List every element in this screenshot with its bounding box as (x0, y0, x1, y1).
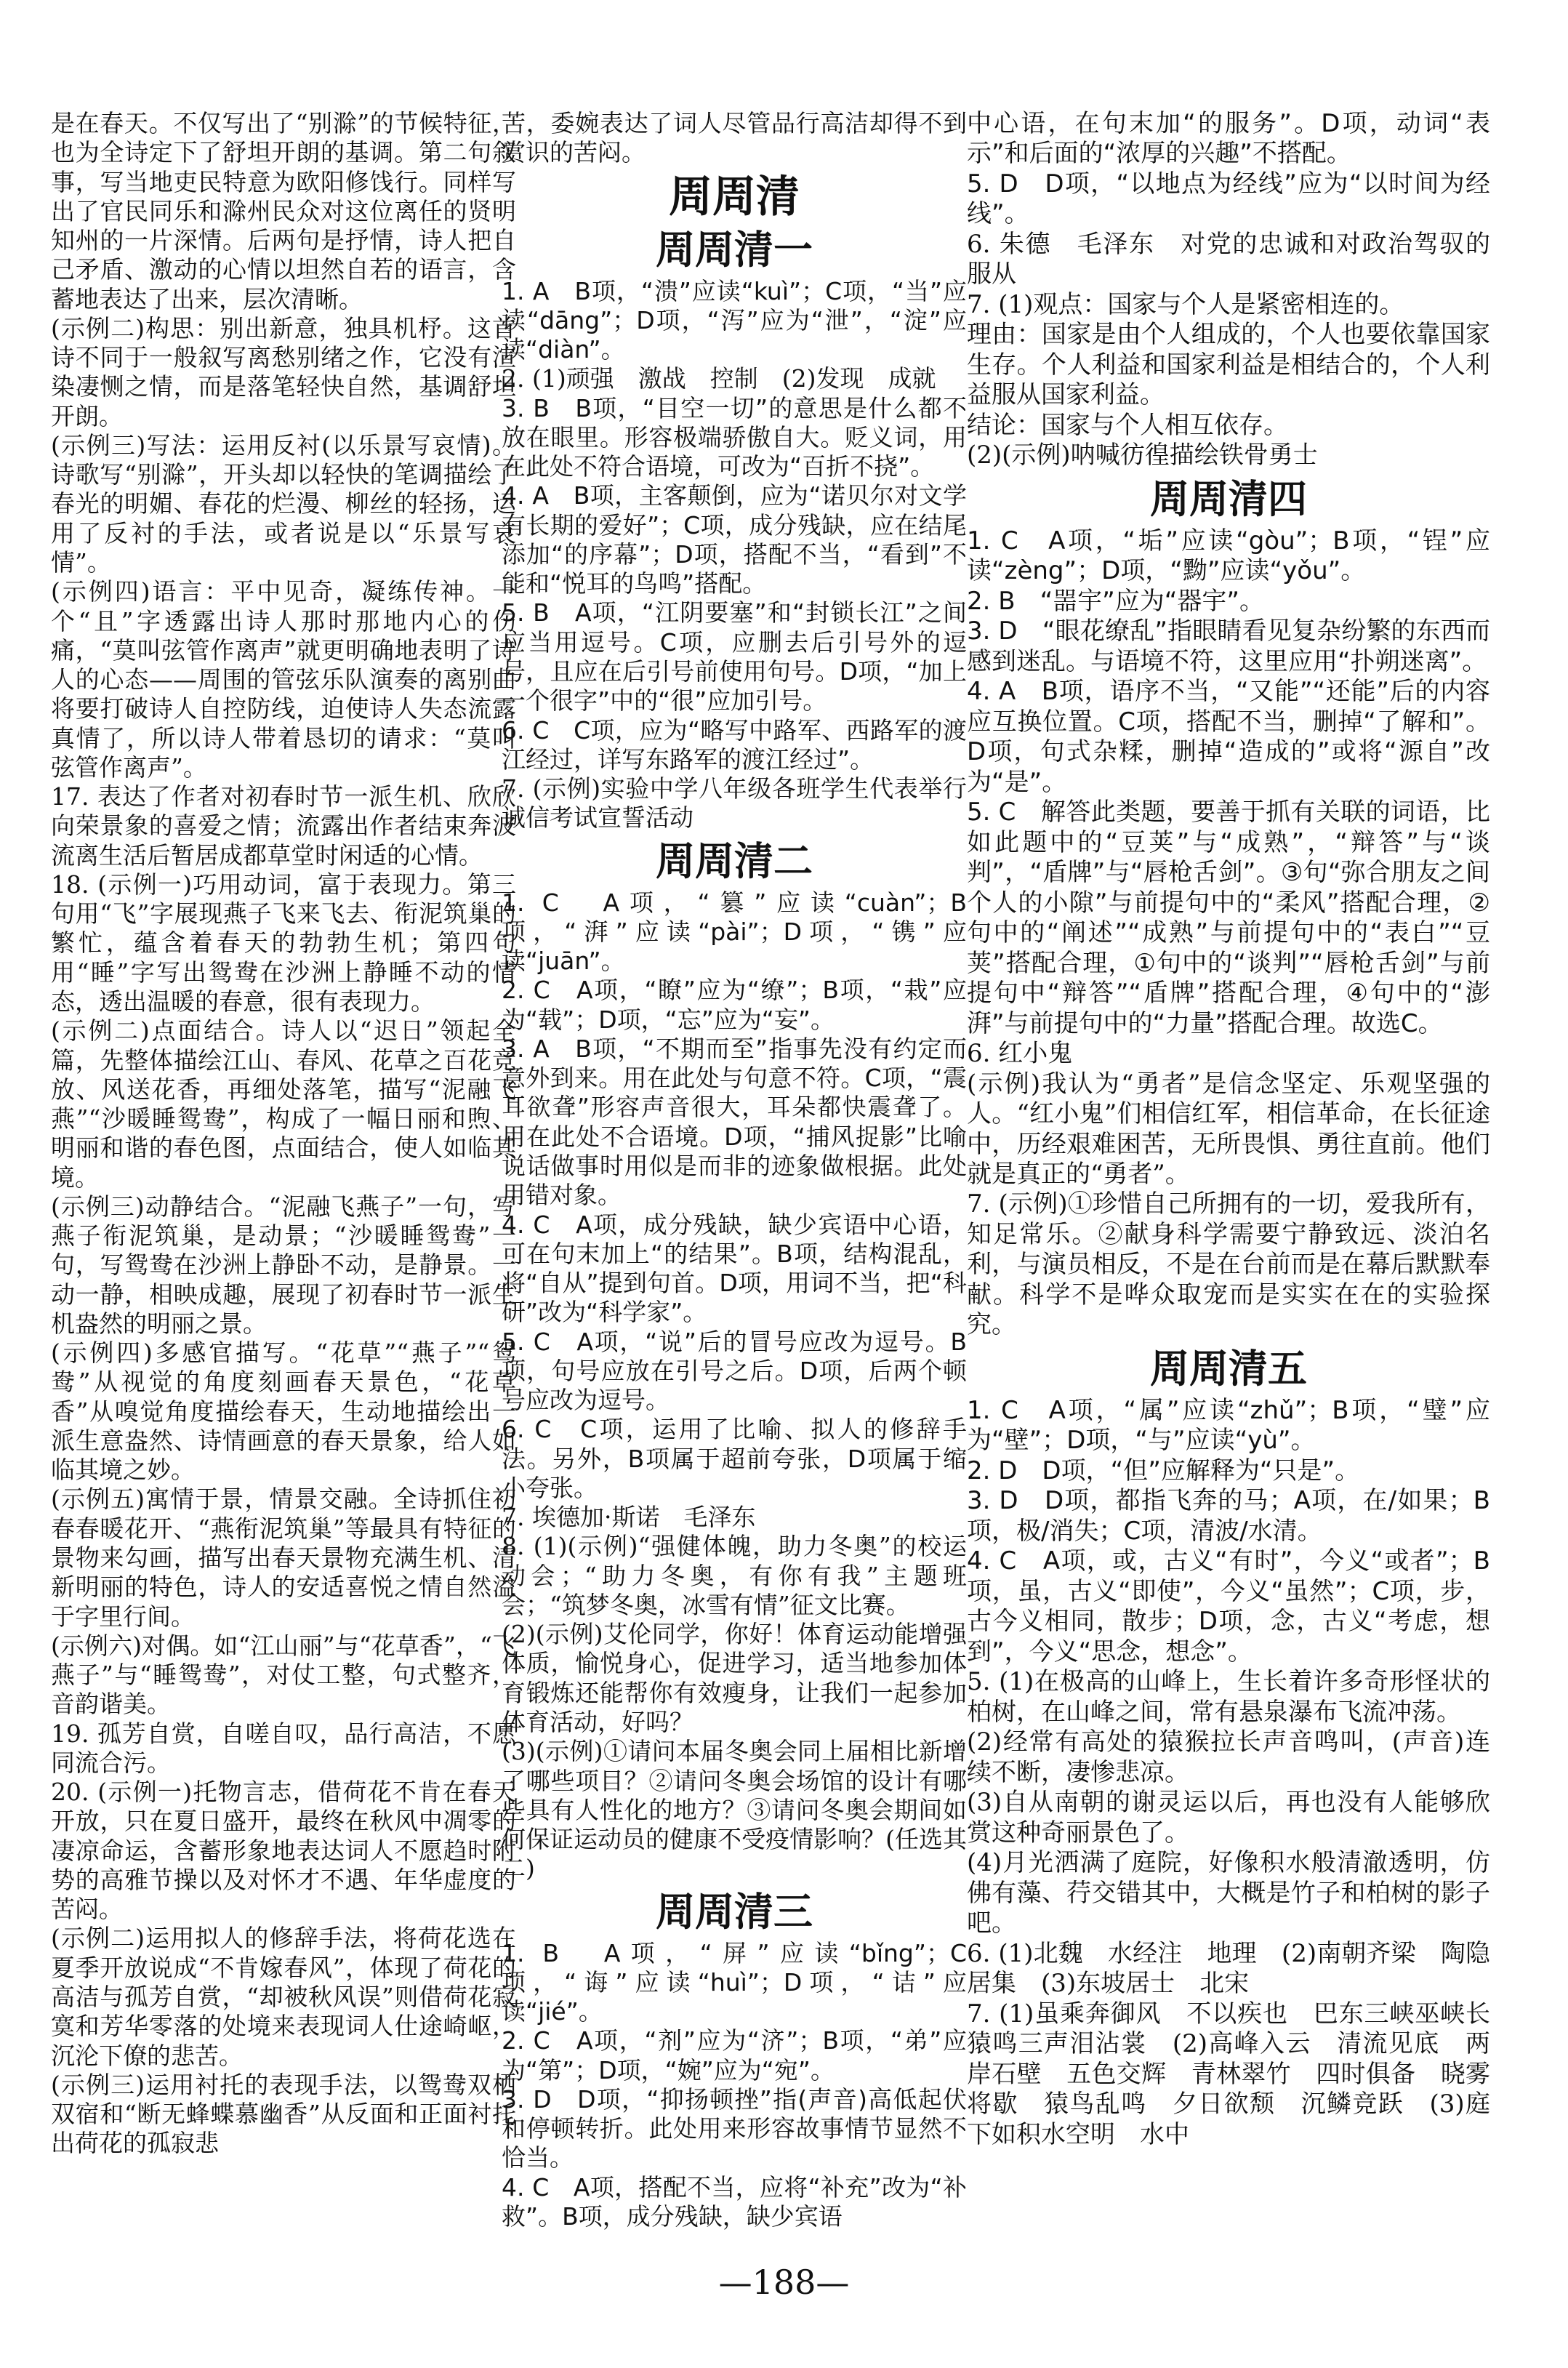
answer-item: 6. (1)北魏 水经注 地理 (2)南朝齐梁 陶隐居集 (3)东坡居士 北宋 (967, 1938, 1490, 1999)
paragraph: (3)自从南朝的谢灵运以后，再也没有人能够欣赏这种奇丽景色了。 (967, 1788, 1490, 1847)
answer-item: 3. D D项，“抑扬顿挫”指(声音)高低起伏和停顿转折。此处用来形容故事情节显然不恰当。 (502, 2084, 967, 2172)
answer-20: 20. (示例一)托物言志，借荷花不肯在春天开放，只在夏日盛开，最终在秋风中凋零的凄凉命运，含蓄形象地表达词人不愿趋时附势的高雅节操以及对怀才不遇、年华虚度的苦闷。 (51, 1778, 516, 1924)
answer-item: 6. 朱德 毛泽东 对党的忠诚和对政治驾驭的服从 (967, 229, 1490, 289)
answer-item: (2)(示例)艾伦同学，你好！体育运动能增强体质，愉悦身心，促进学习，适当地参加体育锻炼还能帮你有效瘦身，让我们一起参加体育活动，好吗？ (502, 1620, 967, 1737)
answer-item: 8. (1)(示例)“强健体魄，助力冬奥”的校运动会；“助力冬奥，有你有我”主题班会；“筑梦冬奥，冰雪有情”征文比赛。 (502, 1532, 967, 1619)
main-title: 周周清 (669, 171, 800, 222)
section-title-1: 周周清一 (656, 226, 813, 273)
paragraph: (示例四)多感官描写。“花草”“燕子”“鸳鸯”从视觉的角度刻画春天景色，“花草香”从嗅觉角度描绘春天，生动地描绘出一派生意盎然、诗情画意的春天景象，给人如临其境之妙。 (51, 1338, 516, 1485)
paragraph: (示例四)语言：平中见奇，凝练传神。一个“且”字透露出诗人那时那地内心的伤痛，“莫叫弦管作离声”就更明确地表明了诗人的心态——周围的管弦乐队演奏的离别曲将要打破诗人自控防线，迫使诗人失态流露真情了，所以诗人带着恳切的请求：“莫叫弦管作离声”。 (51, 577, 516, 782)
answer-item: 3. D D项，都指飞奔的马；A项，在/如果；B项，极/消失；C项，清波/水清。 (967, 1486, 1490, 1546)
paragraph: 中心语，在句末加“的服务”。D项，动词“表示”和后面的“浓厚的兴趣”不搭配。 (967, 109, 1490, 169)
paragraph: 是在春天。不仅写出了“别滁”的节候特征，也为全诗定下了舒坦开朗的基调。第二句叙事，写当地吏民特意为欧阳修饯行。同样写出了官民同乐和滁州民众对这位离任的贤明知州的一片深情。后两句是抒情，诗人把自己矛盾、激动的心情以坦然自若的语言，含蓄地表达了出来，层次清晰。 (51, 109, 516, 313)
answer-item: 7. (示例)实验中学八年级各班学生代表举行诚信考试宣誓活动 (502, 774, 967, 832)
answer-item: 7. (示例)①珍惜自己所拥有的一切，爱我所有，知足常乐。②献身科学需要宁静致远、淡泊名利，与演员相反，不是在台前而是在幕后默默奉献。科学不是哗众取宠而是实实在在的实验探究。 (967, 1189, 1490, 1340)
answer-item: 2. C A项，“瞭”应为“缭”；B项，“栽”应为“载”；D项，“忘”应为“妄”。 (502, 976, 967, 1034)
answer-item: 2. (1)顽强 激战 控制 (2)发现 成就 (502, 364, 936, 393)
paragraph: (示例三)运用衬托的表现手法，以鸳鸯双栖双宿和“断无蜂蝶慕幽香”从反面和正面衬托出荷花的孤寂悲 (51, 2070, 516, 2158)
answer-item: 1. C A项，“篡”应读“cuàn”；B项，“湃”应读“pài”；D项，“镌”应读“juān”。 (502, 888, 967, 976)
paragraph: (4)月光洒满了庭院，好像积水般清澈透明，仿佛有藻、荇交错其中，大概是竹子和柏树的影子吧。 (967, 1848, 1490, 1938)
right-column (967, 109, 1515, 2150)
paragraph: (示例五)寓情于景，情景交融。全诗抓住初春春暖花开、“燕衔泥筑巢”等最具有特征的景物来勾画，描写出春天景物充满生机、清新明丽的特色，诗人的安适喜悦之情自然溢于字里行间。 (51, 1485, 516, 1631)
paragraph: (示例二)运用拟人的修辞手法，将荷花选在夏季开放说成“不肯嫁春风”，体现了荷花的高洁与孤芳自赏，“却被秋风误”则借荷花寂寞和芳华零落的处境来表现词人仕途崎岖，沉沦下僚的悲苦。 (51, 1924, 516, 2070)
paragraph: 理由：国家是由个人组成的，个人也要依靠国家生存。个人利益和国家利益是相结合的，个人利益服从国家利益。 (967, 320, 1490, 410)
answer-item: 1. C A项，“属”应读“zhǔ”；B项，“璧”应为“壁”；D项，“与”应读“yù”。 (967, 1395, 1490, 1456)
answer-17: 17. 表达了作者对初春时节一派生机、欣欣向荣景象的喜爱之情；流露出作者结束奔波流离生活后暂居成都草堂时闲适的心情。 (51, 782, 516, 870)
paragraph: (2)经常有高处的猿猴拉长声音鸣叫，(声音)连续不断，凄惨悲凉。 (967, 1727, 1490, 1787)
answer-item: 4. C A项，成分残缺，缺少宾语中心语，可在句末加上“的结果”。B项，结构混乱，将“自从”提到句首。D项，用词不当，把“科研”改为“科学家”。 (502, 1210, 967, 1327)
answer-item: 3. A B项，“不期而至”指事先没有约定而意外到来。用在此处与句意不符。C项，“震耳欲聋”形容声音很大，耳朵都快震聋了。用在此处不合语境。D项，“捕风捉影”比喻说话做事时用似是而非的迹象做根据。此处用错对象。 (502, 1034, 967, 1210)
paragraph: (2)(示例)呐喊彷徨描绘铁骨勇士 (967, 441, 1318, 470)
answer-item: 7. (1)观点：国家与个人是紧密相连的。 (967, 289, 1404, 319)
answer-item: 6. C C项，运用了比喻、拟人的修辞手法。另外，B项属于超前夸张，D项属于缩小夸张。 (502, 1415, 967, 1502)
answer-item: 2. C A项，“剂”应为“济”；B项，“弟”应为“第”；D项，“婉”应为“宛”。 (502, 2026, 967, 2084)
paragraph: (示例三)写法：运用反衬(以乐景写哀情)。诗歌写“别滁”，开头却以轻快的笔调描绘了春光的明媚、春花的烂漫、柳丝的轻扬，运用了反衬的手法，或者说是以“乐景写哀情”。 (51, 430, 516, 577)
paragraph: (示例)我认为“勇者”是信念坚定、乐观坚强的人。“红小鬼”们相信红军，相信革命，在长征途中，历经艰难困苦，无所畏惧、勇往直前。他们就是真正的“勇者”。 (967, 1069, 1490, 1189)
paragraph: (示例六)对偶。如“江山丽”与“花草香”，“飞燕子”与“睡鸳鸯”，对仗工整，句式整齐，音韵谐美。 (51, 1631, 516, 1719)
answer-item: (3)(示例)①请问本届冬奥会同上届相比新增了哪些项目？②请问冬奥会场馆的设计有哪些具有人性化的地方？③请问冬奥会期间如何保证运动员的健康不受疫情影响？(任选其二) (502, 1737, 967, 1883)
answer-item: 4. A B项，主客颠倒，应为“诺贝尔对文学有长期的爱好”；C项，成分残缺，应在结尾添加“的序幕”；D项，搭配不当，“看到”不能和“悦耳的鸟鸣”搭配。 (502, 481, 967, 598)
answer-item: 2. B “噐宇”应为“器宇”。 (967, 586, 1265, 616)
answer-item: 1. A B项，“溃”应读“kuì”；C项，“当”应读“dāng”；D项，“泻”应为“泄”，“淀”应读“diàn”。 (502, 276, 967, 364)
answer-item: 2. D D项，“但”应解释为“只是”。 (967, 1456, 1360, 1485)
answer-item: 6. C C项，应为“略写中路军、西路军的渡江经过，详写东路军的渡江经过”。 (502, 715, 967, 774)
paragraph: (示例二)构思：别出新意，独具机杼。这首诗不同于一般叙写离愁别绪之作，它没有渲染凄恻之情，而是落笔轻快自然，基调舒坦开朗。 (51, 313, 516, 430)
answer-item: 5. C 解答此类题，要善于抓有关联的词语，比如此题中的“豆荚”与“成熟”，“辩答”与“谈判”，“盾牌”与“唇枪舌剑”。③句“弥合朋友之间个人的小隙”与前提句中的“柔风”搭配合理，②句中的“阐述”“成熟”与前提句中的“表白”“豆荚”搭配合理，①句中的“谈判”“唇枪舌剑”与前提句中“辩答”“盾牌”搭配合理，④句中的“澎湃”与前提句中的“力量”搭配合理。故选C。 (967, 798, 1490, 1038)
paragraph: (示例二)点面结合。诗人以“迟日”领起全篇，先整体描绘江山、春风、花草之百花竞放、风送花香，再细处落笔，描写“泥融飞燕”“沙暖睡鸳鸯”，构成了一幅日丽和煦、明丽和谐的春色图，点面结合，使人如临其境。 (51, 1016, 516, 1192)
answer-item: 4. C A项，搭配不当，应将“补充”改为“补救”。B项，成分残缺，缺少宾语 (502, 2172, 967, 2231)
answer-item: 1. B A项，“屏”应读“bǐng”；C项，“诲”应读“huì”；D项，“诘”应读“jié”。 (502, 1938, 967, 2026)
answer-item: 7. (1)虽乘奔御风 不以疾也 巴东三峡巫峡长 猿鸣三声泪沾裳 (2)高峰入云 清流见底 两岸石壁 五色交辉 青林翠竹 四时俱备 晓雾将歇 猿鸟乱鸣 夕日欲颓 沉鳞竞跃 (3)庭下如积水空明 水中 (967, 1999, 1515, 2149)
paragraph: 苦，委婉表达了词人尽管品行高洁却得不到赏识的苦闷。 (502, 109, 967, 167)
section-title-3: 周周清三 (656, 1888, 813, 1935)
answer-item: 1. C A项，“垢”应读“gòu”；B项，“锃”应读“zèng”；D项，“黝”应读“yǒu”。 (967, 526, 1490, 586)
section-title-2: 周周清二 (656, 838, 813, 884)
answer-18: 18. (示例一)巧用动词，富于表现力。第三句用“飞”字展现燕子飞来飞去、衔泥筑巢的繁忙，蕴含着春天的勃勃生机；第四句用“睡”字写出鸳鸯在沙洲上静睡不动的情态，透出温暖的春意，很有表现力。 (51, 870, 516, 1016)
section-title-5: 周周清五 (1150, 1345, 1307, 1392)
paragraph: 结论：国家与个人相互依存。 (967, 410, 1288, 440)
answer-item: 5. C A项，“说”后的冒号应改为逗号。B项，句号应放在引号之后。D项，后两个顿号应改为逗号。 (502, 1327, 967, 1415)
answer-item: 7. 埃德加·斯诺 毛泽东 (502, 1503, 756, 1532)
answer-item: 3. B B项，“目空一切”的意思是什么都不放在眼里。形容极端骄傲自大。贬义词，用在此处不符合语境，可改为“百折不挠”。 (502, 393, 967, 481)
answer-item: 4. A B项，语序不当，“又能”“还能”后的内容应互换位置。C项，搭配不当，删掉“了解和”。D项，句式杂糅，删掉“造成的”或将“源自”改为“是”。 (967, 677, 1490, 797)
page-number: —188— (718, 2263, 850, 2302)
left-column (51, 109, 516, 2159)
answer-19: 19. 孤芳自赏，自嗟自叹，品行高洁，不愿同流合污。 (51, 1719, 516, 1777)
answer-item: 3. D “眼花缭乱”指眼睛看见复杂纷繁的东西而感到迷乱。与语境不符，这里应用“扑朔迷离”。 (967, 617, 1490, 676)
section-title-4: 周周清四 (1150, 475, 1307, 522)
answer-item: 5. (1)在极高的山峰上，生长着许多奇形怪状的柏树，在山峰之间，常有悬泉瀑布飞流冲荡。 (967, 1667, 1490, 1727)
paragraph: (示例三)动静结合。“泥融飞燕子”一句，写燕子衔泥筑巢，是动景；“沙暖睡鸳鸯”一句，写鸳鸯在沙洲上静卧不动，是静景。一动一静，相映成趣，展现了初春时节一派生机盎然的明丽之景。 (51, 1192, 516, 1338)
answer-item: 6. 红小鬼 (967, 1039, 1073, 1069)
answer-item: 4. C A项，或，古义“有时”，今义“或者”；B项，虽，古义“即使”，今义“虽然”；C项，步，古今义相同，散步；D项，念，古义“考虑，想到”，今义“思念，想念”。 (967, 1546, 1490, 1666)
answer-item: 5. B A项，“江阴要塞”和“封锁长江”之间应当用逗号。C项，应删去后引号外的逗号，且应在后引号前使用句号。D项，“加上一个很字”中的“很”应加引号。 (502, 598, 967, 715)
answer-item: 5. D D项，“以地点为经线”应为“以时间为经线”。 (967, 169, 1490, 229)
middle-column (502, 109, 967, 2231)
